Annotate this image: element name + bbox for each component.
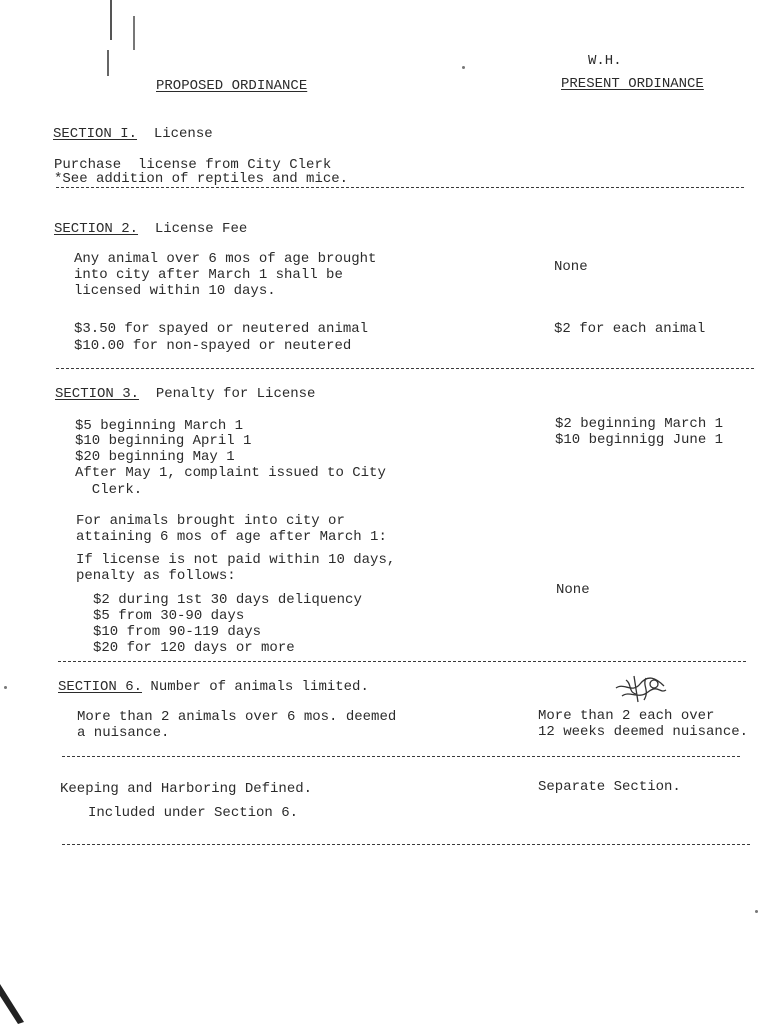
section6-line: a nuisance. bbox=[77, 725, 170, 741]
divider bbox=[58, 661, 746, 662]
section2-right-none: None bbox=[554, 259, 588, 275]
section2-line: into city after March 1 shall be bbox=[74, 267, 343, 283]
penalty-line: $2 during 1st 30 days deliquency bbox=[93, 592, 362, 608]
section3-right-line: $2 beginning March 1 bbox=[555, 416, 724, 432]
section3-label: SECTION 3. bbox=[55, 386, 140, 402]
corner-mark bbox=[0, 984, 28, 1024]
keeping-title: Keeping and Harboring Defined. bbox=[60, 781, 313, 797]
section6-right-line: More than 2 each over bbox=[538, 708, 715, 724]
section3-line: Clerk. bbox=[75, 482, 143, 498]
section2-line: licensed within 10 days. bbox=[74, 283, 276, 299]
divider bbox=[56, 368, 754, 369]
section1-title: License bbox=[153, 126, 213, 142]
penalty-line: $20 for 120 days or more bbox=[93, 640, 295, 656]
section6-title: Number of animals limited. bbox=[150, 679, 369, 695]
initials: W.H. bbox=[588, 53, 622, 69]
penalty-line: $5 from 30-90 days bbox=[93, 608, 245, 624]
section2-right-fee: $2 for each animal bbox=[554, 321, 706, 337]
handwritten-scribble bbox=[612, 672, 670, 706]
divider bbox=[62, 756, 740, 757]
speck bbox=[462, 66, 465, 69]
section6-label: SECTION 6. bbox=[58, 679, 143, 695]
margin-mark bbox=[110, 0, 112, 40]
section6-heading bbox=[58, 680, 369, 695]
brought-line: For animals brought into city or bbox=[76, 513, 345, 529]
speck bbox=[4, 686, 7, 689]
section6-line: More than 2 animals over 6 mos. deemed bbox=[77, 709, 397, 725]
section1-heading bbox=[53, 127, 213, 142]
section3-line: After May 1, complaint issued to City bbox=[75, 465, 386, 481]
divider bbox=[56, 187, 744, 188]
section3-line: $5 beginning March 1 bbox=[75, 418, 244, 434]
section3-line: $10 beginning April 1 bbox=[75, 433, 252, 449]
section2-heading bbox=[54, 222, 247, 237]
section1-line: Purchase license from City Clerk bbox=[54, 157, 332, 173]
section1-label: SECTION I. bbox=[53, 126, 138, 142]
keeping-sub: Included under Section 6. bbox=[88, 805, 299, 821]
speck bbox=[755, 910, 758, 913]
section3-right-line: $10 beginnigg June 1 bbox=[555, 432, 724, 448]
margin-mark bbox=[133, 16, 135, 50]
brought-line: attaining 6 mos of age after March 1: bbox=[76, 529, 387, 545]
paid-line: penalty as follows: bbox=[76, 568, 236, 584]
section3-line: $20 beginning May 1 bbox=[75, 449, 235, 465]
section2-title: License Fee bbox=[154, 221, 248, 237]
keeping-right: Separate Section. bbox=[538, 779, 681, 795]
section2-line: Any animal over 6 mos of age brought bbox=[74, 251, 377, 267]
right-column-title: PRESENT ORDINANCE bbox=[561, 76, 704, 92]
fee-line: $10.00 for non-spayed or neutered bbox=[74, 338, 352, 354]
section3-heading bbox=[55, 387, 315, 402]
fee-line: $3.50 for spayed or neutered animal bbox=[74, 321, 369, 337]
left-column-title: PROPOSED ORDINANCE bbox=[156, 78, 308, 94]
divider bbox=[62, 844, 750, 845]
section2-label: SECTION 2. bbox=[54, 221, 139, 237]
section3-right-none: None bbox=[556, 582, 590, 598]
margin-mark bbox=[107, 50, 109, 76]
section6-right-line: 12 weeks deemed nuisance. bbox=[538, 724, 749, 740]
section1-line: *See addition of reptiles and mice. bbox=[54, 171, 349, 187]
penalty-line: $10 from 90-119 days bbox=[93, 624, 262, 640]
section3-title: Penalty for License bbox=[155, 386, 316, 402]
paid-line: If license is not paid within 10 days, bbox=[76, 552, 396, 568]
